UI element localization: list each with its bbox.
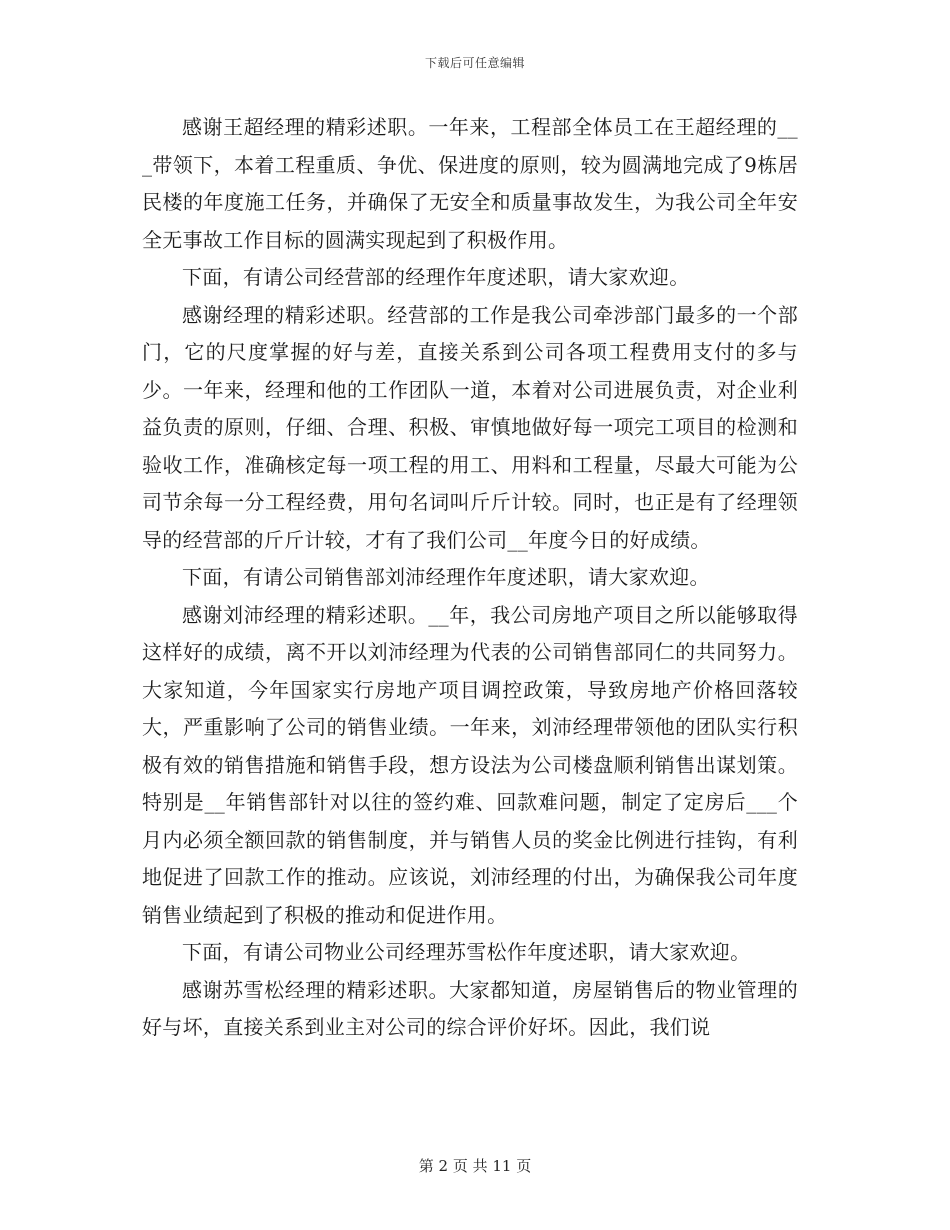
paragraph-invite-sales: 下面，有请公司销售部刘沛经理作年度述职，请大家欢迎。 <box>182 565 710 589</box>
page-number: 第 2 页 共 11 页 <box>418 1157 532 1175</box>
paragraph-operations-thanks: 感谢经理的精彩述职。经营部的工作是我公司牵涉部门最多的一个部门，它的尺度掌握的好与差，直接关系到公司各项工程费用支付的多与少。一年来，经理和他的工作团队一道，本着对公司进展负责，对企业利益负责的原则，仔细、合理、积极、审慎地做好每一项完工项目的检测和验收工作，准确核定每一项工程的用工、用料和工程量，尽最大可能为公司节余每一分工程经费，用句名词叫斤斤计较。同时，也正是有了经理领导的经营部的斤斤计较，才有了我们公司__年度今日的好成绩。 <box>142 302 798 552</box>
page-header: 下载后可任意编辑 <box>424 56 525 70</box>
paragraph-property-thanks: 感谢苏雪松经理的精彩述职。大家都知道，房屋销售后的物业管理的好与坏，直接关系到业主对公司的综合评价好坏。因此，我们说 <box>142 977 798 1039</box>
paragraph-invite-property: 下面，有请公司物业公司经理苏雪松作年度述职，请大家欢迎。 <box>182 940 751 964</box>
paragraph-sales-thanks: 感谢刘沛经理的精彩述职。__年，我公司房地产项目之所以能够取得这样好的成绩，离不开以刘沛经理为代表的公司销售部同仁的共同努力。大家知道，今年国家实行房地产项目调控政策，导致房地产价格回落较大，严重影响了公司的销售业绩。一年来，刘沛经理带领他的团队实行积极有效的销售措施和销售手段，想方设法为公司楼盘顺利销售出谋划策。特别是__年销售部针对以往的签约难、回款难问题，制定了定房后___个月内必须全额回款的销售制度，并与销售人员的奖金比例进行挂钩，有利地促进了回款工作的推动。应该说，刘沛经理的付出，为确保我公司年度销售业绩起到了积极的推动和促进作用。 <box>142 602 798 927</box>
paragraph-invite-operations: 下面，有请公司经营部的经理作年度述职，请大家欢迎。 <box>182 265 690 289</box>
paragraph-engineering-thanks: 感谢王超经理的精彩述职。一年来，工程部全体员工在王超经理的___带领下，本着工程重质、争优、保进度的原则，较为圆满地完成了9栋居民楼的年度施工任务，并确保了无安全和质量事故发生，为我公司全年安全无事故工作目标的圆满实现起到了积极作用。 <box>142 115 798 252</box>
document-body <box>142 109 798 1047</box>
